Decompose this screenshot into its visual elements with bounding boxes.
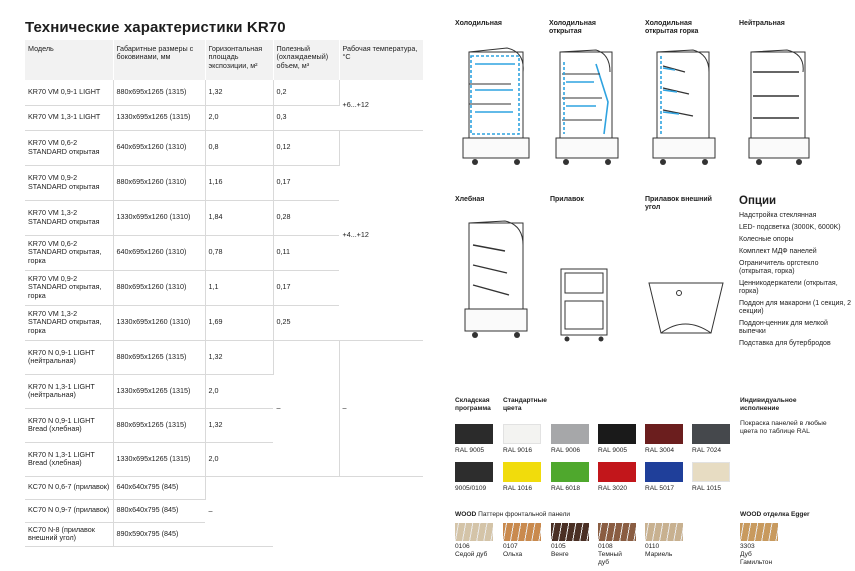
bread-cabinet-drawing — [455, 215, 540, 340]
cell-dim: 1330x695x1260 (1310) — [113, 305, 205, 340]
cell-vol: 0,25 — [273, 305, 339, 340]
color-swatch-code: RAL 1015 — [692, 485, 722, 492]
individual-label: Индивидуальное исполнение — [740, 397, 797, 412]
cell-dim: 880x695x1265 (1315) — [113, 80, 205, 105]
table-header-row — [25, 40, 423, 80]
wood-code: 0110 — [645, 543, 660, 550]
label-counter-corner: Прилавок внешний угол — [645, 196, 712, 211]
wood-pattern-label — [455, 511, 705, 519]
cell-model: KR70 VM 1,3-2 STANDARD открытая, горка — [25, 305, 113, 340]
cell-dim: 1330x695x1260 (1310) — [113, 200, 205, 235]
cell-area: 1,32 — [205, 340, 273, 374]
cell-area: – — [205, 476, 273, 546]
cold-open-slide-cabinet-drawing — [645, 42, 730, 167]
cell-area: 1,84 — [205, 200, 273, 235]
color-swatch — [645, 424, 683, 444]
label-cold: Холодильная — [455, 20, 502, 27]
cell-area: 1,1 — [205, 270, 273, 305]
table-row — [25, 340, 423, 374]
cold-open-cabinet-drawing — [550, 42, 635, 167]
header-area: Горизонтальная площадь экспозиции, м² — [205, 40, 273, 80]
wood-name: Седой дуб — [455, 551, 488, 558]
cell-model: KR70 N 1,3-1 LIGHT Bread (хлебная) — [25, 442, 113, 476]
option-item: Поддон для макарони (1 секция, 2 секции) — [739, 300, 851, 315]
wood-finish-label-text: отделка Egger — [763, 511, 810, 518]
color-swatch — [503, 424, 541, 444]
cell-area: 1,32 — [205, 408, 273, 442]
cell-vol: 0,3 — [273, 105, 339, 130]
color-swatch-code: RAL 9005 — [455, 447, 485, 454]
wood-swatch — [645, 523, 683, 541]
color-swatch-code: RAL 7024 — [692, 447, 722, 454]
color-swatch — [551, 462, 589, 482]
color-swatch — [503, 462, 541, 482]
cell-temp: – — [339, 340, 423, 476]
color-swatch-code: RAL 3004 — [645, 447, 675, 454]
option-item: Ценникодержатели (открытая, горка) — [739, 280, 838, 295]
counter-corner-drawing — [645, 275, 730, 345]
cell-dim: 880x695x1260 (1310) — [113, 270, 205, 305]
wood-name: Ольха — [503, 551, 523, 558]
cell-area: 2,0 — [205, 442, 273, 476]
header-temp: Рабочая температура, °С — [339, 40, 423, 80]
wood-pattern-label-bold: WOOD — [455, 511, 477, 518]
option-item: Надстройка стеклянная — [739, 212, 817, 219]
color-swatch-code: RAL 1016 — [503, 485, 533, 492]
wood-swatch — [455, 523, 493, 541]
table-row — [25, 80, 423, 105]
cell-vol: 0,11 — [273, 235, 339, 270]
cell-dim: 1330x695x1265 (1315) — [113, 374, 205, 408]
wood-finish-label-bold: WOOD — [740, 511, 762, 518]
table-row — [25, 130, 423, 165]
color-swatch — [455, 462, 493, 482]
option-item: Комплект МДФ панелей — [739, 248, 817, 255]
cell-dim: 640x695x1260 (1310) — [113, 130, 205, 165]
cell-area: 0,8 — [205, 130, 273, 165]
counter-drawing — [555, 265, 615, 343]
options-title: Опции — [739, 195, 777, 207]
color-swatch — [455, 424, 493, 444]
wood-code: 0106 — [455, 543, 470, 550]
cell-area: 1,69 — [205, 305, 273, 340]
cell-vol: 0,17 — [273, 165, 339, 200]
option-item: Поддон-ценник для мелкой выпечки — [739, 320, 828, 335]
cell-model: KR70 VM 1,3-2 STANDARD открытая — [25, 200, 113, 235]
wood-name: Мариель — [645, 551, 673, 558]
cell-dim: 880x695x1265 (1315) — [113, 340, 205, 374]
color-swatch-code: RAL 3020 — [598, 485, 628, 492]
cell-area: 2,0 — [205, 105, 273, 130]
label-counter: Прилавок — [550, 196, 584, 203]
cell-dim: 640x640x795 (845) — [113, 476, 205, 499]
cell-temp: +6...+12 — [339, 80, 423, 130]
color-swatch-code: RAL 9006 — [551, 447, 581, 454]
cell-area: 2,0 — [205, 374, 273, 408]
wood-name: Дуб Гамильтон — [740, 551, 773, 566]
cell-dim: 880x695x1260 (1310) — [113, 165, 205, 200]
option-item: Колесные опоры — [739, 236, 794, 243]
color-swatch-code: RAL 5017 — [645, 485, 675, 492]
cold-cabinet-drawing — [455, 42, 540, 167]
cell-vol: 0,2 — [273, 80, 339, 105]
cell-temp: +4...+12 — [339, 130, 423, 340]
cell-model: KR70 N 0,9-1 LIGHT Bread (хлебная) — [25, 408, 113, 442]
wood-finish-label — [740, 511, 840, 519]
color-swatch-code: RAL 9016 — [503, 447, 533, 454]
cell-model: KR70 VM 0,9-2 STANDARD открытая — [25, 165, 113, 200]
cell-vol: – — [273, 340, 339, 476]
cell-dim: 880x695x1265 (1315) — [113, 408, 205, 442]
color-swatch — [692, 462, 730, 482]
header-volume: Полезный (охлаждаемый) объем, м³ — [273, 40, 339, 80]
cell-vol: 0,28 — [273, 200, 339, 235]
wood-code: 0107 — [503, 543, 518, 550]
color-swatch — [598, 424, 636, 444]
label-bread: Хлебная — [455, 196, 485, 203]
header-model: Модель — [25, 40, 113, 80]
label-cold-open-slide: Холодильная открытая горка — [645, 20, 699, 35]
option-item: Ограничитель оргстекло (открытая, горка) — [739, 260, 819, 275]
cell-dim: 880x640x795 (845) — [113, 499, 205, 522]
wood-name: Темный дуб — [598, 551, 622, 566]
cell-dim: 1330x695x1265 (1315) — [113, 442, 205, 476]
cell-dim: 890x590x795 (845) — [113, 522, 205, 546]
color-swatch-code: 9005/0109 — [455, 485, 487, 492]
color-swatch — [692, 424, 730, 444]
wood-pattern-label-text: Паттерн фронтальной панели — [478, 511, 571, 518]
cell-dim: 1330x695x1265 (1315) — [113, 105, 205, 130]
wood-swatch — [740, 523, 778, 541]
cell-dim: 640x695x1260 (1310) — [113, 235, 205, 270]
wood-code: 0108 — [598, 543, 613, 550]
cell-model: KC70 N 0,6-7 (прилавок) — [25, 476, 113, 499]
cell-area: 1,32 — [205, 80, 273, 105]
label-cold-open: Холодильная открытая — [549, 20, 596, 35]
color-swatch-code: RAL 9005 — [598, 447, 628, 454]
table-row — [25, 476, 423, 499]
standard-colors-label: Стандартные цвета — [503, 397, 547, 412]
cell-model: KC70 N 0,9-7 (прилавок) — [25, 499, 113, 522]
color-swatch — [598, 462, 636, 482]
neutral-cabinet-drawing — [745, 42, 830, 167]
cell-model: KR70 VM 0,9-1 LIGHT — [25, 80, 113, 105]
wood-code: 3303 — [740, 543, 755, 550]
cell-area: 1,16 — [205, 165, 273, 200]
cell-model: KR70 VM 1,3-1 LIGHT — [25, 105, 113, 130]
option-item: LED- подсветка (3000K, 6000K) — [739, 224, 841, 231]
wood-swatch — [598, 523, 636, 541]
individual-text: Покраска панелей в любые цвета по таблице RAL — [740, 420, 827, 436]
color-swatch — [645, 462, 683, 482]
color-swatch — [551, 424, 589, 444]
option-item: Подставка для бутербродов — [739, 340, 831, 347]
cell-model: KR70 VM 0,6-2 STANDARD открытая — [25, 130, 113, 165]
wood-swatch — [503, 523, 541, 541]
cell-model: KR70 VM 0,9-2 STANDARD открытая, горка — [25, 270, 113, 305]
cell-vol: 0,17 — [273, 270, 339, 305]
header-dimensions: Габаритные размеры с боковинами, мм — [113, 40, 205, 80]
label-neutral: Нейтральная — [739, 20, 785, 27]
cell-model: KR70 N 0,9-1 LIGHT (нейтральная) — [25, 340, 113, 374]
options-list — [739, 212, 851, 352]
wood-code: 0105 — [551, 543, 566, 550]
stock-program-label: Складская программа — [455, 397, 491, 412]
wood-swatch — [551, 523, 589, 541]
cell-vol: 0,12 — [273, 130, 339, 165]
cell-model: KR70 N 1,3-1 LIGHT (нейтральная) — [25, 374, 113, 408]
wood-name: Венге — [551, 551, 569, 558]
spec-table — [25, 40, 423, 547]
page-title: Технические характеристики KR70 — [25, 19, 286, 36]
cell-model: KR70 VM 0,6-2 STANDARD открытая, горка — [25, 235, 113, 270]
cell-area: 0,78 — [205, 235, 273, 270]
color-swatch-code: RAL 6018 — [551, 485, 581, 492]
cell-model: KC70 N-8 (прилавок внешний угол) — [25, 522, 113, 546]
